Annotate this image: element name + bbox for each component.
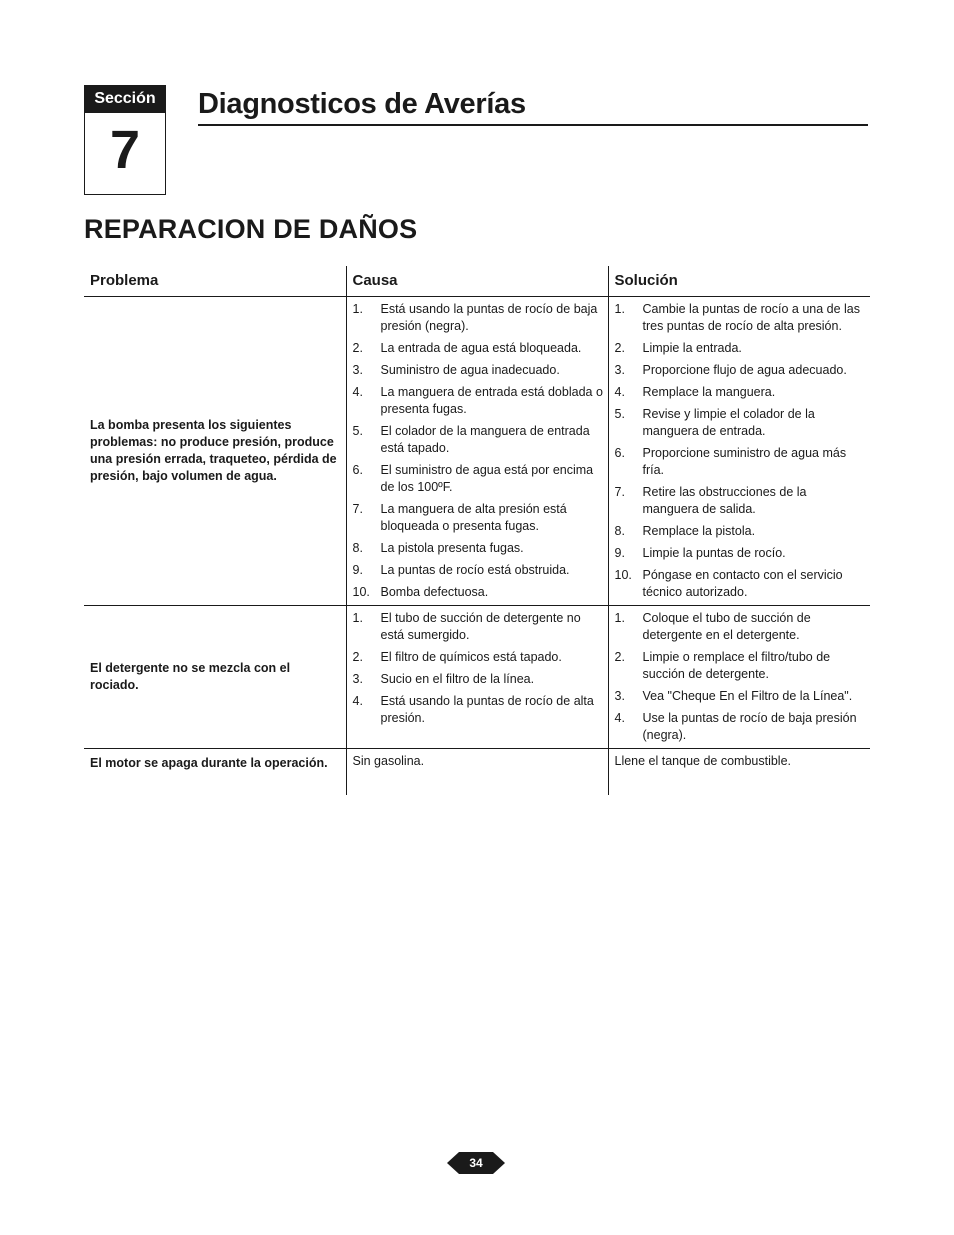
item-number: 4.: [352, 694, 363, 708]
item-text: Proporcione suministro de agua más fría.: [642, 446, 847, 477]
item-number: 9.: [614, 546, 625, 560]
section-number: 7: [109, 120, 141, 180]
item-number: 2.: [614, 650, 625, 664]
item-number: 3.: [614, 689, 625, 703]
item-number: 1.: [352, 302, 363, 316]
list-item: [615, 484, 867, 518]
item-number: 2.: [352, 341, 363, 355]
list-item: [615, 567, 867, 601]
item-text: La pistola presenta fugas.: [380, 541, 524, 555]
item-text: Revise y limpie el colador de la manguera de entrada.: [642, 407, 815, 438]
item-text: La manguera de entrada está doblada o presenta fugas.: [380, 385, 603, 416]
list-item: [353, 301, 604, 335]
item-number: 10.: [352, 585, 370, 599]
item-number: 1.: [614, 611, 625, 625]
list-item: [353, 340, 604, 357]
item-number: 6.: [352, 463, 363, 477]
item-number: 5.: [614, 407, 625, 421]
solution-cell: [608, 606, 870, 749]
item-number: 8.: [614, 524, 625, 538]
item-text: El tubo de succión de detergente no está sumergido.: [380, 611, 581, 642]
item-text: Coloque el tubo de succión de detergente en el detergente.: [642, 611, 811, 642]
item-text: Vea "Cheque En el Filtro de la Línea".: [642, 689, 853, 703]
table-header-row: [84, 266, 870, 297]
list-item: [615, 649, 867, 683]
list-item: [353, 562, 604, 579]
item-text: Limpie o remplace el filtro/tubo de succión de detergente.: [642, 650, 831, 681]
item-text: Está usando la puntas de rocío de baja presión (negra).: [380, 302, 598, 333]
item-text: Retire las obstrucciones de la manguera de salida.: [642, 485, 807, 516]
list-item: [353, 362, 604, 379]
item-text: Suministro de agua inadecuado.: [380, 363, 560, 377]
list-item: [615, 340, 867, 357]
list-item: [615, 545, 867, 562]
item-number: 5.: [352, 424, 363, 438]
list-item: [615, 710, 867, 744]
list-item: [353, 693, 604, 727]
item-number: 4.: [614, 711, 625, 725]
list-item: [353, 462, 604, 496]
cause-list: [353, 301, 604, 601]
list-item: [353, 649, 604, 666]
list-item: [615, 688, 867, 705]
item-text: Limpie la entrada.: [642, 341, 742, 355]
item-number: 7.: [352, 502, 363, 516]
header-problema: Problema: [84, 266, 346, 297]
cause-cell: Sin gasolina.: [346, 749, 608, 796]
item-text: El colador de la manguera de entrada está tapado.: [380, 424, 590, 455]
problem-cell: El motor se apaga durante la operación.: [90, 756, 328, 770]
cause-cell: [346, 297, 608, 606]
list-item: [615, 523, 867, 540]
item-text: Cambie la puntas de rocío a una de las tres puntas de rocío de alta presión.: [642, 302, 860, 333]
page-subtitle: REPARACION DE DAÑOS: [84, 214, 418, 244]
section-label: Sección: [85, 86, 165, 113]
item-text: Sucio en el filtro de la línea.: [380, 672, 535, 686]
list-item: [353, 610, 604, 644]
item-number: 4.: [614, 385, 625, 399]
item-number: 3.: [352, 672, 363, 686]
item-text: El filtro de químicos está tapado.: [380, 650, 562, 664]
item-text: Use la puntas de rocío de baja presión (negra).: [642, 711, 857, 742]
page-number-badge: [447, 1150, 505, 1176]
page-title: Diagnosticos de Averías: [198, 86, 868, 126]
troubleshooting-table: [84, 266, 870, 795]
solution-list: [615, 301, 867, 601]
item-number: 3.: [352, 363, 363, 377]
list-item: [615, 445, 867, 479]
table-row: [84, 749, 870, 796]
item-text: Proporcione flujo de agua adecuado.: [642, 363, 847, 377]
item-number: 2.: [352, 650, 363, 664]
solution-cell: [608, 297, 870, 606]
item-number: 7.: [614, 485, 625, 499]
list-item: [615, 301, 867, 335]
item-number: 1.: [614, 302, 625, 316]
list-item: [353, 384, 604, 418]
section-badge: [84, 85, 166, 195]
table-row: [84, 606, 870, 749]
item-number: 3.: [614, 363, 625, 377]
item-text: La manguera de alta presión está bloqueada o presenta fugas.: [380, 502, 567, 533]
solution-cell: Llene el tanque de combustible.: [608, 749, 870, 796]
item-text: La puntas de rocío está obstruida.: [380, 563, 570, 577]
cause-list: [353, 610, 604, 727]
list-item: [353, 501, 604, 535]
item-number: 4.: [352, 385, 363, 399]
list-item: [353, 423, 604, 457]
problem-cell: El detergente no se mezcla con el rociado.: [84, 606, 346, 749]
item-text: Limpie la puntas de rocío.: [642, 546, 786, 560]
item-number: 10.: [614, 568, 632, 582]
item-text: Remplace la pistola.: [642, 524, 756, 538]
item-number: 6.: [614, 446, 625, 460]
list-item: [615, 384, 867, 401]
header-solucion: Solución: [608, 266, 870, 297]
table-row: [84, 297, 870, 606]
list-item: [615, 406, 867, 440]
item-number: 9.: [352, 563, 363, 577]
solution-list: [615, 610, 867, 744]
list-item: [353, 584, 604, 601]
list-item: [615, 610, 867, 644]
problem-cell: La bomba presenta los siguientes problemas: no produce presión, produce una presión errada, traqueteo, pérdida de presión, bajo volumen de agua.: [84, 297, 346, 606]
item-text: Póngase en contacto con el servicio técnico autorizado.: [642, 568, 843, 599]
cause-cell: [346, 606, 608, 749]
item-number: 2.: [614, 341, 625, 355]
header-causa: Causa: [346, 266, 608, 297]
list-item: [615, 362, 867, 379]
item-number: 1.: [352, 611, 363, 625]
page-number: 34: [469, 1156, 483, 1170]
item-text: Remplace la manguera.: [642, 385, 776, 399]
item-text: La entrada de agua está bloqueada.: [380, 341, 582, 355]
item-number: 8.: [352, 541, 363, 555]
list-item: [353, 671, 604, 688]
item-text: Está usando la puntas de rocío de alta presión.: [380, 694, 594, 725]
list-item: [353, 540, 604, 557]
item-text: Bomba defectuosa.: [380, 585, 489, 599]
item-text: El suministro de agua está por encima de los 100ºF.: [380, 463, 594, 494]
